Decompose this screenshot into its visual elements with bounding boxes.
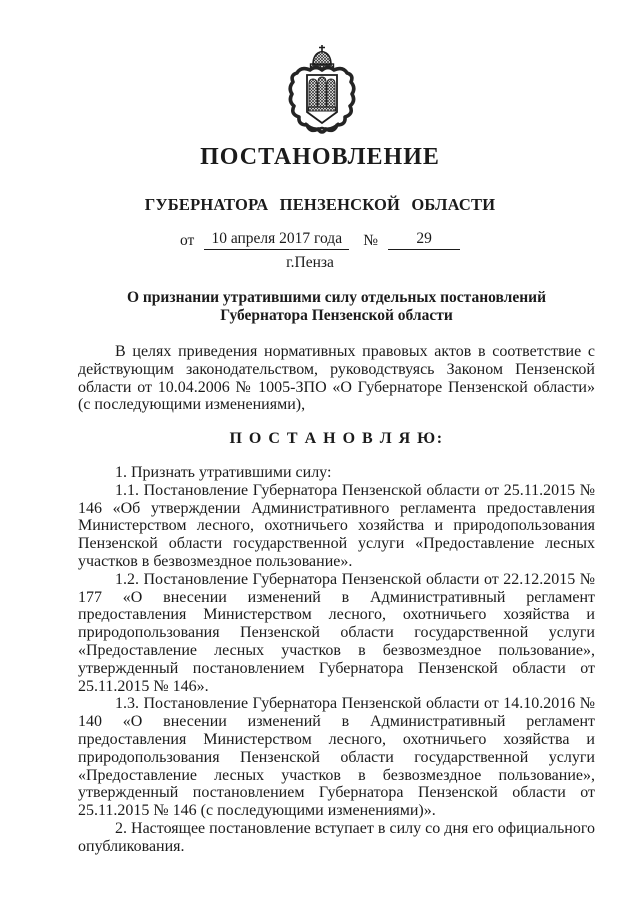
item-1-3: 1.3. Постановление Губернатора Пензенской области от 14.10.2016 № 140 «О внесении изменений в Административный регламент предоставления Министерством лесного, охотничьего хозяйства и природопользования Пензенской области государственной услуги «Предоставление лесных участков в безвозмездное пользование», утвержденный постановлением Губернатора Пензенской области от 25.11.2015 № 146 (с последующими изменениями)». <box>78 695 595 820</box>
decree-subject <box>78 289 595 325</box>
date-value: 10 апреля 2017 года <box>204 230 349 250</box>
document-title: ПОСТАНОВЛЕНИЕ <box>200 144 440 170</box>
number-label: № <box>363 232 379 249</box>
number-value: 29 <box>388 230 460 250</box>
item-2: 2. Настоящее постановление вступает в силу со дня его официального опубликования. <box>78 819 595 855</box>
date-number-block <box>0 230 640 272</box>
item-1-1: 1.1. Постановление Губернатора Пензенской области от 25.11.2015 № 146 «Об утверждении Административного регламента предоставления Министерством лесного, охотничьего хозяйства и природопользования Пензенской области государственной услуги «Предоставление лесных участков в безвозмездное пользование». <box>78 481 595 570</box>
date-label: от <box>179 232 195 249</box>
penza-coat-of-arms-icon <box>283 44 361 138</box>
decree-body <box>78 343 595 856</box>
date-number-row <box>0 230 640 250</box>
subject-line-1: О признании утратившими силу отдельных постановлений <box>126 289 547 306</box>
subject-line-2: Губернатора Пензенской области <box>220 307 453 324</box>
document-subtitle: ГУБЕРНАТОРА ПЕНЗЕНСКОЙ ОБЛАСТИ <box>144 195 496 214</box>
city-line: г.Пенза <box>286 254 334 271</box>
item-1: 1. Признать утратившими силу: <box>115 463 332 481</box>
resolution-word: П О С Т А Н О В Л Я Ю: <box>229 430 444 448</box>
intro-paragraph: В целях приведения нормативных правовых актов в соответствие с действующим законодательством, руководствуясь Законом Пензенской области от 10.04.2006 № 1005-ЗПО «О Губернаторе Пензенской области» (с последующими изменениями), <box>78 343 595 414</box>
item-1-2: 1.2. Постановление Губернатора Пензенской области от 22.12.2015 № 177 «О внесении изменений в Административный регламент предоставления Министерством лесного, охотничьего хозяйства и природопользования Пензенской области государственной услуги «Предоставление лесных участков в безвозмездное пользование», утвержденный постановлением Губернатора Пензенской области от 25.11.2015 № 146». <box>78 570 595 695</box>
